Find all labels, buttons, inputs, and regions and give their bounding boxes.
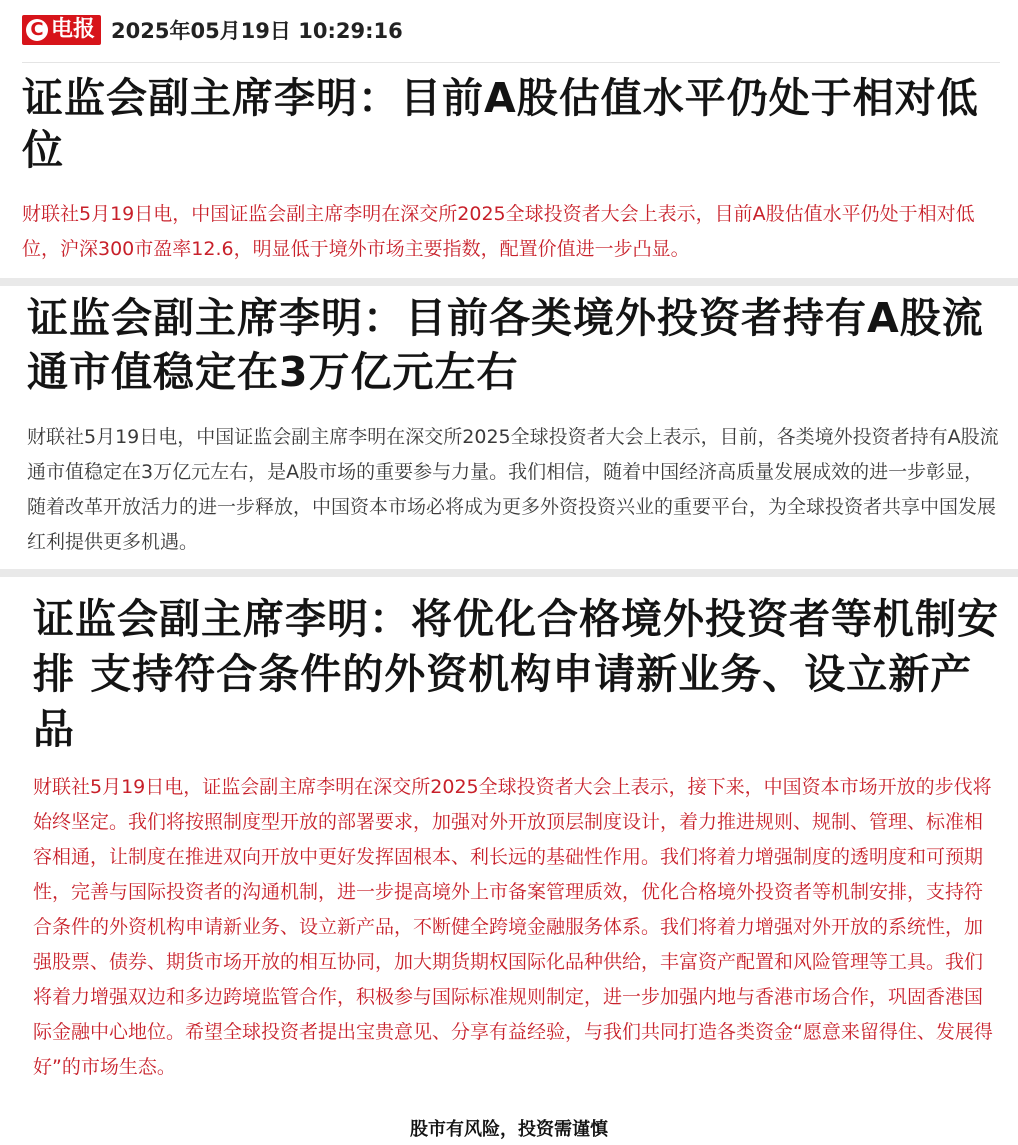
article-3-title: 证监会副主席李明：将优化合格境外投资者等机制安排 支持符合条件的外资机构申请新业务、设立新产品 xyxy=(33,595,999,753)
section-gap-2 xyxy=(0,569,1018,577)
telegraph-header xyxy=(22,10,403,50)
logo-c-icon: C xyxy=(26,19,48,41)
article-2-body: 财联社5月19日电，中国证监会副主席李明在深交所2025全球投资者大会上表示，目前，各类境外投资者持有A股流通市值稳定在3万亿元左右，是A股市场的重要参与力量。我们相信，随着中国经济高质量发展成效的进一步彰显，随着改革开放活力的进一步释放，中国资本市场必将成为更多外资投资兴业的重要平台，为全球投资者共享中国发展红利提供更多机遇。 xyxy=(27,426,999,553)
article-2-title: 证监会副主席李明：目前各类境外投资者持有A股流通市值稳定在3万亿元左右 xyxy=(27,294,984,396)
logo-text: 电报 xyxy=(51,17,96,42)
article-1-body: 财联社5月19日电，中国证监会副主席李明在深交所2025全球投资者大会上表示，目前A股估值水平仍处于相对低位，沪深300市盈率12.6，明显低于境外市场主要指数，配置价值进一步凸显。 xyxy=(22,203,975,260)
article-1-title: 证监会副主席李明：目前A股估值水平仍处于相对低位 xyxy=(22,74,979,174)
timestamp: 2025年05月19日 10:29:16 xyxy=(111,19,403,43)
article-3-body: 财联社5月19日电，证监会副主席李明在深交所2025全球投资者大会上表示，接下来，中国资本市场开放的步伐将始终坚定。我们将按照制度型开放的部署要求，加强对外开放顶层制度设计，着力推进规则、规制、管理、标准相容相通，让制度在推进双向开放中更好发挥固根本、利长远的基础性作用。我们将着力增强制度的透明度和可预期性，完善与国际投资者的沟通机制，进一步提高境外上市备案管理质效，优化合格境外投资者等机制安排，支持符合条件的外资机构申请新业务、设立新产品，不断健全跨境金融服务体系。我们将着力增强对外开放的系统性，加强股票、债券、期货市场开放的相互协同，加大期货期权国际化品种供给，丰富资产配置和风险管理等工具。我们将着力增强双边和多边跨境监管合作，积极参与国际标准规则制定，进一步加强内地与香港市场合作，巩固香港国际金融中心地位。希望全球投资者提出宝贵意见、分享有益经验，与我们共同打造各类资金“愿意来留得住、发展得好”的市场生态。 xyxy=(33,776,993,1078)
cls-telegraph-logo xyxy=(22,15,101,45)
risk-disclaimer: 股市有风险，投资需谨慎 xyxy=(410,1119,608,1140)
section-gap-1 xyxy=(0,278,1018,286)
header-divider xyxy=(22,62,1000,63)
